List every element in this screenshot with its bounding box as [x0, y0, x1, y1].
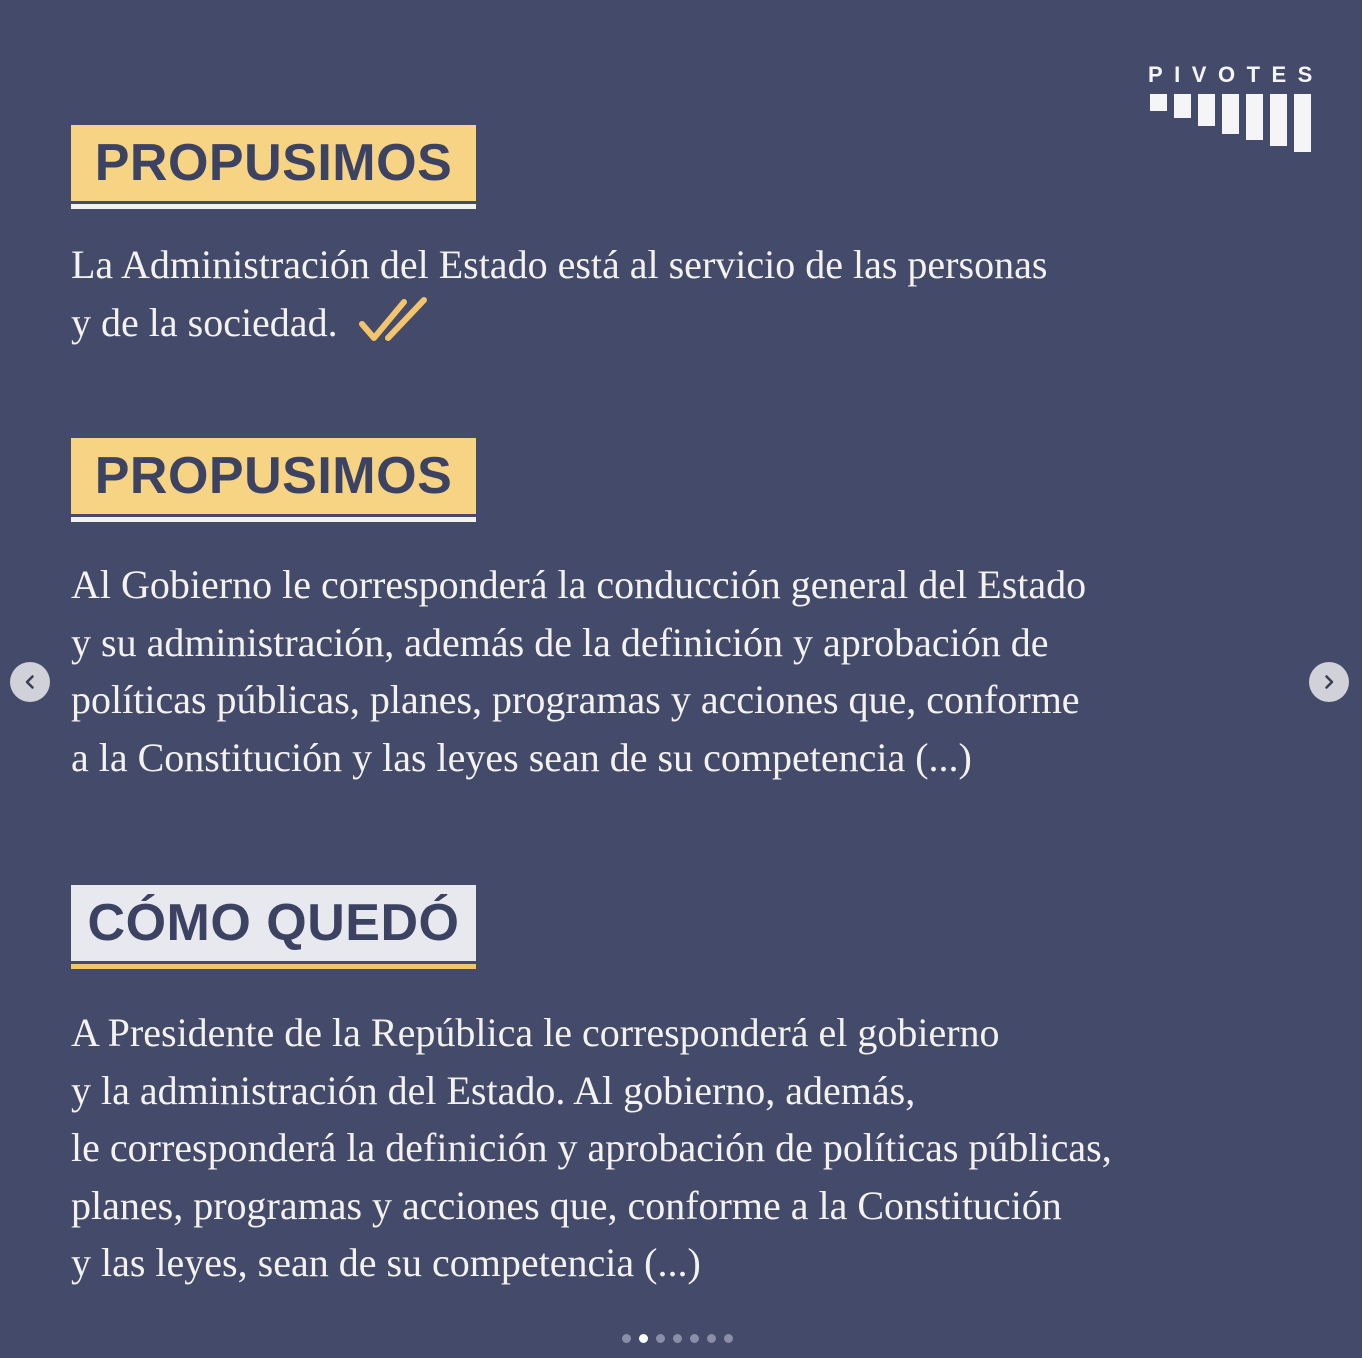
carousel-prev-button[interactable] [10, 662, 50, 702]
carousel-dot[interactable] [707, 1334, 716, 1343]
section-label-propusimos-2: PROPUSIMOS [71, 438, 476, 514]
chevron-right-icon [1320, 673, 1338, 691]
text-line: y su administración, además de la definición y aprobación de [71, 619, 1049, 665]
section-label-propusimos-1: PROPUSIMOS [71, 125, 476, 201]
carousel-next-button[interactable] [1309, 662, 1349, 702]
text-line: y de la sociedad. [71, 299, 338, 345]
carousel-dot[interactable] [622, 1334, 631, 1343]
text-line: A Presidente de la República le corresponderá el gobierno [71, 1010, 1000, 1055]
section-underline [71, 204, 476, 209]
pivotes-logo [1148, 62, 1324, 157]
text-line: y la administración del Estado. Al gobierno, además, [71, 1067, 916, 1113]
carousel-dot[interactable] [724, 1334, 733, 1343]
section-text-3 [71, 1004, 1112, 1292]
text-line-with-icon [71, 294, 1047, 352]
section-underline [71, 517, 476, 522]
text-line: Al Gobierno le corresponderá la conducción general del Estado [71, 562, 1087, 607]
text-line: La Administración del Estado está al servicio de las personas [71, 242, 1048, 287]
text-line: y las leyes, sean de su competencia (...) [71, 1240, 701, 1285]
section-text-2 [71, 556, 1086, 786]
carousel-dot[interactable] [673, 1334, 682, 1343]
section-label-como-quedo: CÓMO QUEDÓ [71, 885, 476, 961]
section-text-1 [71, 236, 1047, 351]
text-line: le corresponderá la definición y aprobación de políticas públicas, [71, 1125, 1112, 1170]
double-check-icon [358, 296, 428, 346]
section-underline [71, 964, 476, 969]
text-line: a la Constitución y las leyes sean de su competencia (...) [71, 734, 972, 780]
carousel-dot[interactable] [690, 1334, 699, 1343]
carousel-dot[interactable] [639, 1334, 648, 1343]
carousel-dot[interactable] [656, 1334, 665, 1343]
chevron-left-icon [21, 673, 39, 691]
logo-text: PIVOTES [1148, 62, 1324, 87]
text-line: políticas públicas, planes, programas y acciones que, conforme [71, 677, 1080, 722]
text-line: planes, programas y acciones que, conforme a la Constitución [71, 1182, 1062, 1228]
carousel-pagination [622, 1334, 733, 1346]
